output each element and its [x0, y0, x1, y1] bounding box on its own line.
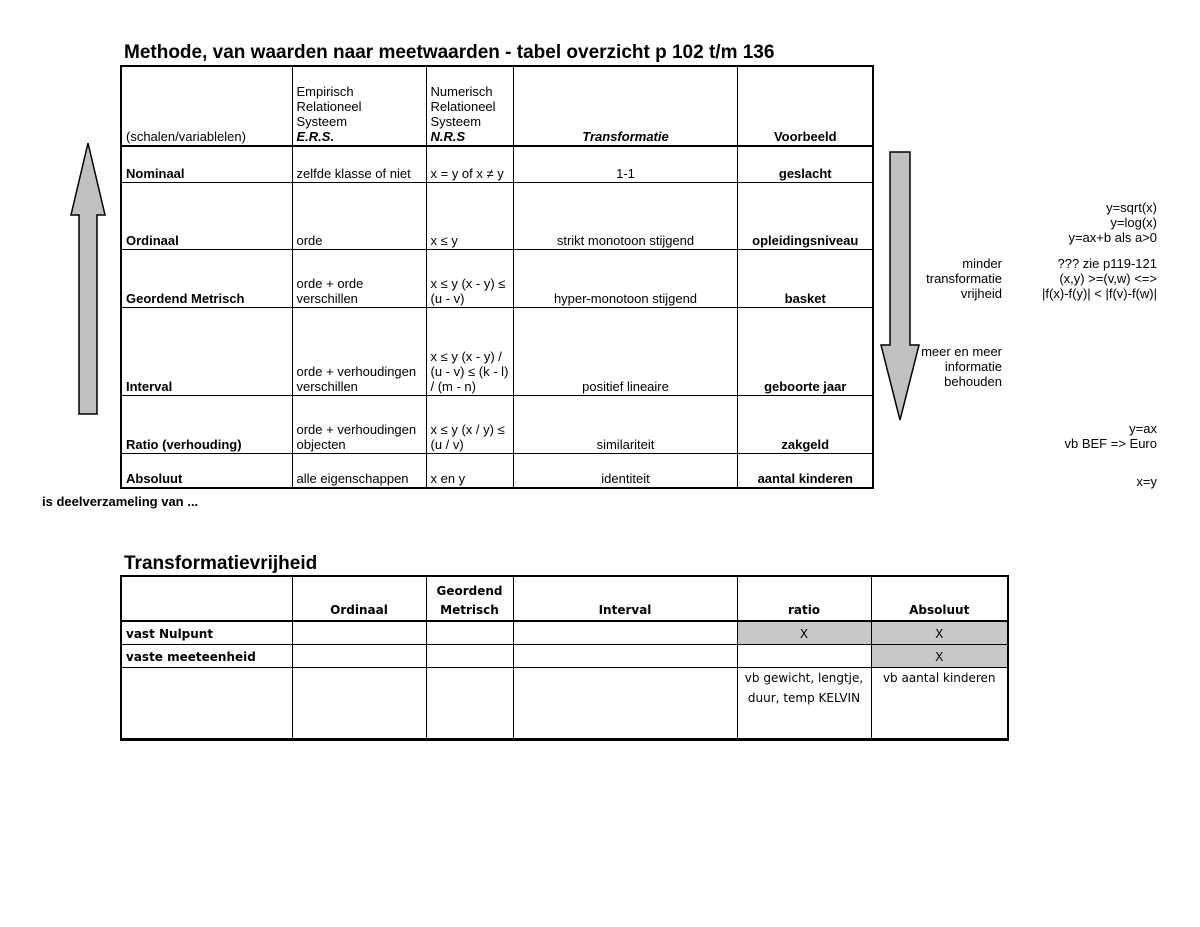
nrs-cell: x = y of x ≠ y — [426, 146, 513, 182]
geordend-examples-note: ??? zie p119-121 (x,y) >=(v,w) <=> |f(x)-f(y)| < |f(v)-f(w)| — [1042, 256, 1157, 301]
tv-absoluut-example: vb aantal kinderen — [871, 667, 1008, 739]
scales-table — [120, 65, 874, 489]
table-row — [121, 146, 873, 182]
down-arrow-icon — [878, 150, 922, 424]
scale-name: Absoluut — [121, 453, 292, 488]
header-transformatie: Transformatie — [513, 66, 737, 146]
voorbeeld-cell: basket — [737, 249, 873, 307]
ers-cell: orde + orde verschillen — [292, 249, 426, 307]
tv-cell — [513, 644, 737, 667]
absoluut-examples-note: x=y — [1136, 474, 1157, 489]
tv-cell — [513, 667, 737, 739]
ers-cell: orde + verhoudingen objecten — [292, 395, 426, 453]
transformatie-cell: 1-1 — [513, 146, 737, 182]
ers-cell: orde + verhoudingen verschillen — [292, 307, 426, 395]
voorbeeld-cell: zakgeld — [737, 395, 873, 453]
tv-cell — [513, 621, 737, 644]
tv-cell — [426, 667, 513, 739]
table-row — [121, 667, 1008, 739]
tv-ratio-cell — [737, 644, 871, 667]
page-title: Methode, van waarden naar meetwaarden - tabel overzicht p 102 t/m 136 — [124, 42, 775, 63]
scale-name: Ordinaal — [121, 182, 292, 249]
table-row — [121, 182, 873, 249]
scale-name: Ratio (verhouding) — [121, 395, 292, 453]
meer-informatie-note: meer en meer informatie behouden — [921, 344, 1002, 389]
table-row — [121, 249, 873, 307]
ers-cell: orde — [292, 182, 426, 249]
tv-cell — [292, 621, 426, 644]
nrs-cell: x ≤ y (x - y) / (u - v) ≤ (k - l) / (m - n) — [426, 307, 513, 395]
tv-header-interval: Interval — [513, 576, 737, 621]
ordinaal-examples-note: y=sqrt(x) y=log(x) y=ax+b als a>0 — [1068, 200, 1157, 245]
header-ers: Empirisch Relationeel Systeem E.R.S. — [292, 66, 426, 146]
header-scales: (schalen/variablelen) — [121, 66, 292, 146]
voorbeeld-cell: geslacht — [737, 146, 873, 182]
tv-ratio-cell: X — [737, 621, 871, 644]
section-title-transformatievrijheid: Transformatievrijheid — [124, 553, 318, 574]
tv-cell — [426, 644, 513, 667]
tv-header-ordinaal: Ordinaal — [292, 576, 426, 621]
scales-table-header — [121, 66, 873, 146]
table-row — [121, 644, 1008, 667]
ers-cell: zelfde klasse of niet — [292, 146, 426, 182]
tv-cell — [292, 667, 426, 739]
tv-absoluut-cell: X — [871, 644, 1008, 667]
tv-table-header — [121, 576, 1008, 621]
tv-row-label: vaste meeteenheid — [121, 644, 292, 667]
subset-note: is deelverzameling van ... — [42, 494, 199, 509]
transformatie-cell: similariteit — [513, 395, 737, 453]
transformatie-cell: positief lineaire — [513, 307, 737, 395]
table-row — [121, 307, 873, 395]
nrs-cell: x ≤ y (x - y) ≤ (u - v) — [426, 249, 513, 307]
voorbeeld-cell: aantal kinderen — [737, 453, 873, 488]
scale-name: Geordend Metrisch — [121, 249, 292, 307]
transformatie-cell: hyper-monotoon stijgend — [513, 249, 737, 307]
table-row — [121, 453, 873, 488]
nrs-cell: x ≤ y — [426, 182, 513, 249]
transformatie-cell: strikt monotoon stijgend — [513, 182, 737, 249]
voorbeeld-cell: opleidingsniveau — [737, 182, 873, 249]
scale-name: Nominaal — [121, 146, 292, 182]
transformatie-cell: identiteit — [513, 453, 737, 488]
tv-header-empty — [121, 576, 292, 621]
up-arrow-icon — [68, 140, 108, 418]
nrs-cell: x ≤ y (x / y) ≤ (u / v) — [426, 395, 513, 453]
tv-cell — [292, 644, 426, 667]
header-voorbeeld: Voorbeeld — [737, 66, 873, 146]
tv-header-absoluut: Absoluut — [871, 576, 1008, 621]
scale-name: Interval — [121, 307, 292, 395]
header-nrs: Numerisch Relationeel Systeem N.R.S — [426, 66, 513, 146]
tv-absoluut-cell: X — [871, 621, 1008, 644]
transformatievrijheid-table — [120, 575, 1009, 741]
ratio-examples-note: y=ax vb BEF => Euro — [1064, 421, 1157, 451]
minder-transformatie-note: minder transformatie vrijheid — [926, 256, 1002, 301]
table-row — [121, 621, 1008, 644]
table-row — [121, 395, 873, 453]
tv-row-label: vast Nulpunt — [121, 621, 292, 644]
tv-header-ratio: ratio — [737, 576, 871, 621]
ers-cell: alle eigenschappen — [292, 453, 426, 488]
tv-cell — [426, 621, 513, 644]
tv-header-geordend: Geordend Metrisch — [426, 576, 513, 621]
tv-ratio-example: vb gewicht, lengtje, duur, temp KELVIN — [737, 667, 871, 739]
voorbeeld-cell: geboorte jaar — [737, 307, 873, 395]
tv-row-label — [121, 667, 292, 739]
nrs-cell: x en y — [426, 453, 513, 488]
